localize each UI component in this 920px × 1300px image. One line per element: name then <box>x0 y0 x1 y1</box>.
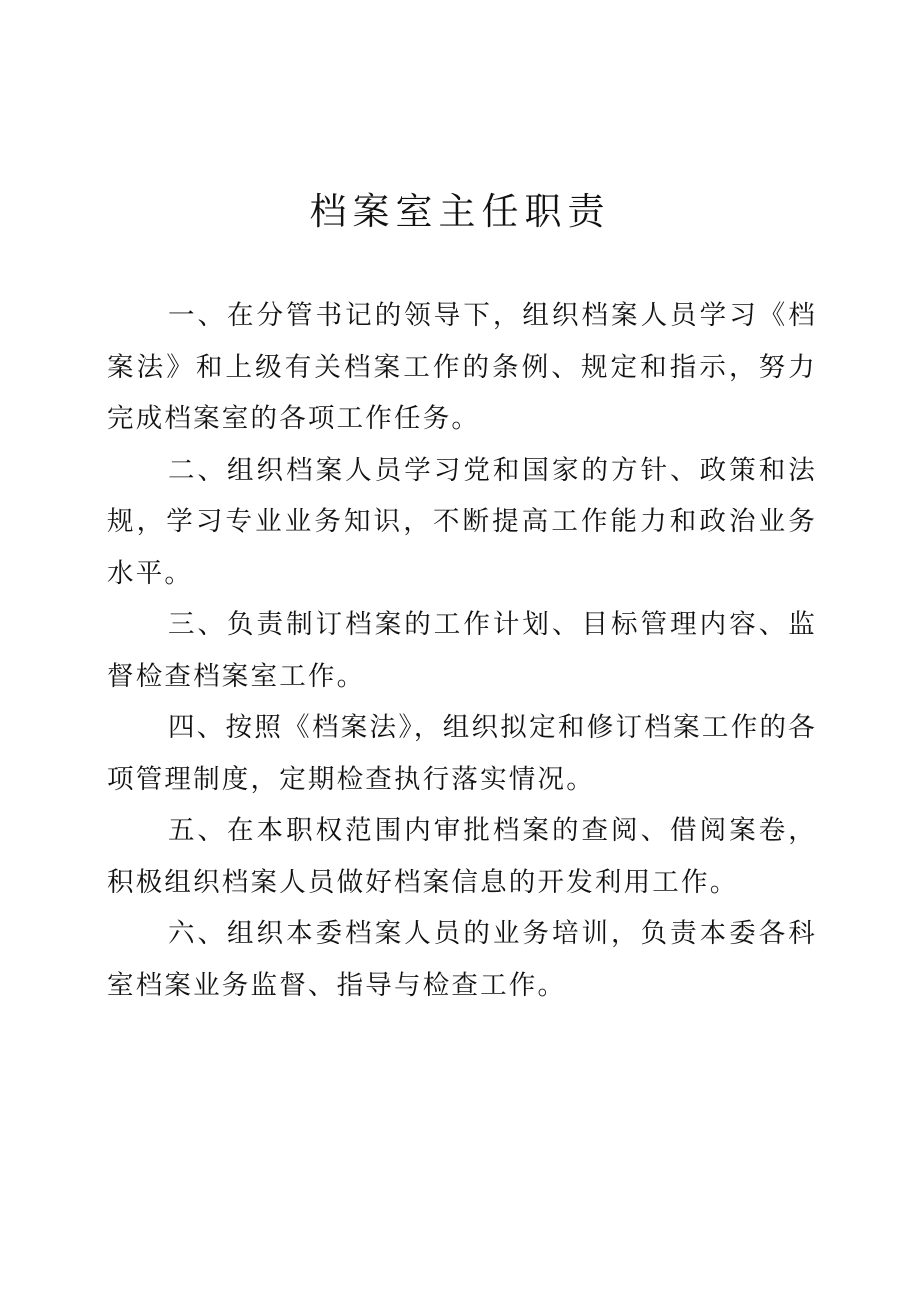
document-body <box>107 290 817 1011</box>
paragraph-item-4: 四、按照《档案法》，组织拟定和修订档案工作的各项管理制度，定期检查执行落实情况。 <box>107 712 817 795</box>
paragraph-item-5: 五、在本职权范围内审批档案的查阅、借阅案卷，积极组织档案人员做好档案信息的开发利用工作。 <box>107 815 817 898</box>
paragraph-item-6: 六、组织本委档案人员的业务培训，负责本委各科室档案业务监督、指导与检查工作。 <box>107 918 817 1001</box>
paragraph-item-2: 二、组织档案人员学习党和国家的方针、政策和法规，学习专业业务知识，不断提高工作能力和政治业务水平。 <box>107 454 817 589</box>
paragraph-item-1: 一、在分管书记的领导下，组织档案人员学习《档案法》和上级有关档案工作的条例、规定和指示，努力完成档案室的各项工作任务。 <box>107 300 817 434</box>
paragraph-item-3: 三、负责制订档案的工作计划、目标管理内容、监督检查档案室工作。 <box>107 609 817 692</box>
document-title: 档案室主任职责 <box>309 190 611 233</box>
